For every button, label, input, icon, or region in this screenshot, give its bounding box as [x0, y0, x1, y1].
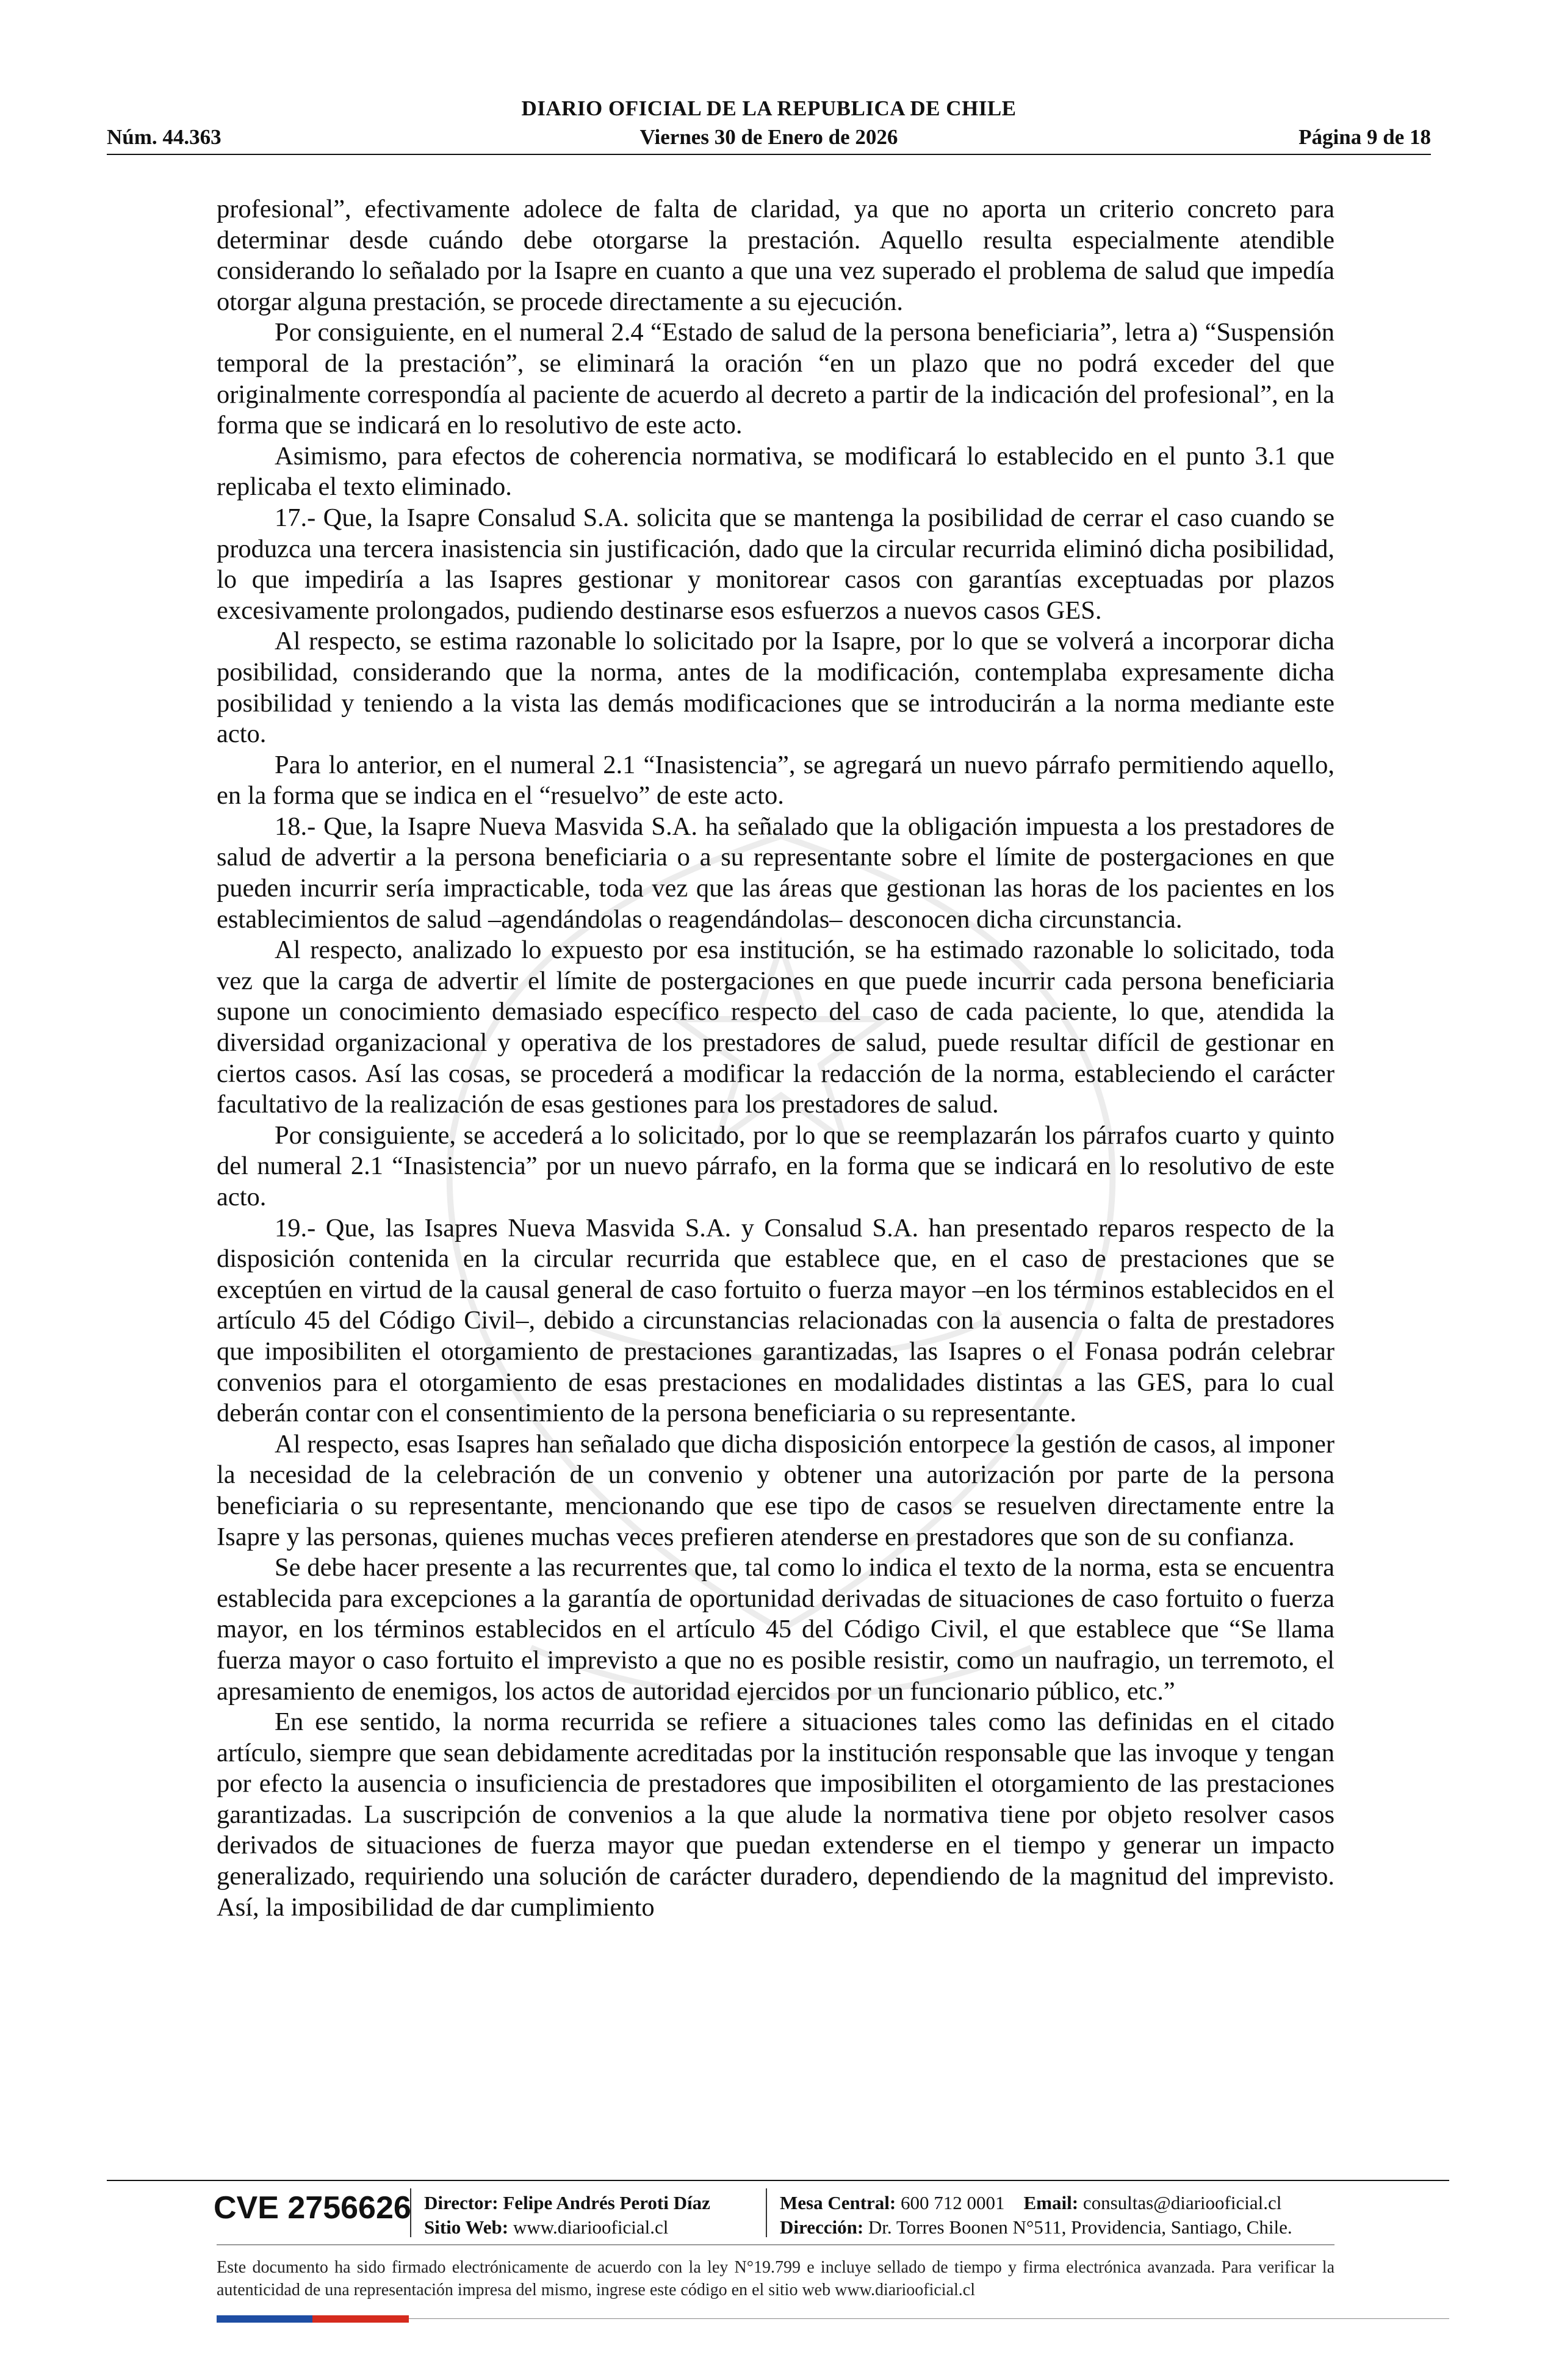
paragraph: Por consiguiente, se accederá a lo solicitado, por lo que se reemplazarán los párrafos cuarto y quinto del numeral 2.1 “Inasistencia” por un nuevo párrafo, en la forma que se indicará en lo resolutivo de este acto.	[217, 1120, 1334, 1211]
director-name: Felipe Andrés Peroti Díaz	[503, 2192, 710, 2213]
footer-director-block	[424, 2191, 710, 2240]
footer-bottom-divider	[409, 2318, 1449, 2319]
paragraph: 18.- Que, la Isapre Nueva Masvida S.A. ha señalado que la obligación impuesta a los prestadores de salud de advertir a la persona beneficiaria o a su representante sobre el límite de postergaciones en que pueden incurrir sería impracticable, toda vez que las áreas que gestionan las horas de los pacientes en los establecimientos de salud –agendándolas o reagendándolas– desconocen dicha circunstancia.	[217, 812, 1334, 934]
mesa-central-label: Mesa Central:	[780, 2192, 896, 2213]
website-label: Sitio Web:	[424, 2216, 509, 2238]
header-divider	[107, 154, 1431, 155]
footer-top-divider	[107, 2180, 1449, 2181]
page-header	[107, 92, 1431, 159]
email-link[interactable]: consultas@diariooficial.cl	[1082, 2192, 1282, 2213]
footer-separator	[410, 2188, 411, 2237]
flag-blue-stripe	[217, 2315, 312, 2323]
footer-separator	[766, 2188, 767, 2237]
mesa-central-phone: 600 712 0001	[901, 2192, 1005, 2213]
paragraph: 17.- Que, la Isapre Consalud S.A. solicita que se mantenga la posibilidad de cerrar el caso cuando se produzca una tercera inasistencia sin justificación, dado que la circular recurrida eliminó dicha posibilidad, lo que impediría a las Isapres gestionar y monitorear casos con garantías exceptuadas por plazos excesivamente prolongados, pudiendo destinarse esos esfuerzos a nuevos casos GES.	[217, 503, 1334, 625]
address-value: Dr. Torres Boonen N°511, Providencia, Santiago, Chile.	[868, 2216, 1292, 2238]
paragraph: Al respecto, analizado lo expuesto por esa institución, se ha estimado razonable lo solicitado, toda vez que la carga de advertir el límite de postergaciones en que puede incurrir cada persona beneficiaria supone un conocimiento demasiado específico respecto del caso de cada paciente, lo que, atendida la diversidad organizacional y operativa de los prestadores de salud, puede resultar difícil de gestionar en ciertos casos. Así las cosas, se procederá a modificar la redacción de la norma, estableciendo el carácter facultativo de la realización de esas gestiones para los prestadores de salud.	[217, 936, 1334, 1119]
newspaper-title: DIARIO OFICIAL DE LA REPUBLICA DE CHILE	[521, 96, 1017, 120]
director-label: Director:	[424, 2192, 499, 2213]
address-label: Dirección:	[780, 2216, 864, 2238]
paragraph: Al respecto, esas Isapres han señalado que dicha disposición entorpece la gestión de casos, al imponer la necesidad de la celebración de un convenio y obtener una autorización por parte de la persona beneficiaria o su representante, mencionando que ese tipo de casos se resuelven directamente entre la Isapre y las personas, quienes muchas veces prefieren atenderse en prestadores que son de su confianza.	[217, 1429, 1334, 1551]
chile-flag-stripe	[217, 2315, 409, 2323]
paragraph: Por consiguiente, en el numeral 2.4 “Estado de salud de la persona beneficiaria”, letra a) “Suspensión temporal de la prestación”, se eliminará la oración “en un plazo que no podrá exceder del que originalmente correspondía al paciente de acuerdo al decreto a partir de la indicación del profesional”, en la forma que se indicará en lo resolutivo de este acto.	[217, 318, 1334, 440]
article-body	[217, 194, 1334, 1923]
paragraph: Al respecto, se estima razonable lo solicitado por la Isapre, por lo que se volverá a incorporar dicha posibilidad, considerando que la norma, antes de la modificación, contemplaba expresamente dicha posibilidad y teniendo a la vista las demás modificaciones que se introducirán a la norma mediante este acto.	[217, 627, 1334, 749]
cve-code: CVE 2756626	[214, 2190, 411, 2226]
email-label: Email:	[1023, 2192, 1079, 2213]
paragraph: Asimismo, para efectos de coherencia normativa, se modificará lo establecido en el punto 3.1 que replicaba el texto eliminado.	[217, 441, 1334, 502]
legal-notice: Este documento ha sido firmado electrónicamente de acuerdo con la ley N°19.799 e incluye sellado de tiempo y firma electrónica avanzada. Para verificar la autenticidad de una representación impresa del mismo, ingrese este código en el sitio web www.diariooficial.cl	[217, 2258, 1334, 2299]
paragraph: Se debe hacer presente a las recurrentes que, tal como lo indica el texto de la norma, esta se encuentra establecida para excepciones a la garantía de oportunidad derivadas de situaciones de caso fortuito o fuerza mayor, en los términos establecidos en el artículo 45 del Código Civil, el que establece que “Se llama fuerza mayor o caso fortuito el imprevisto a que no es posible resistir, como un naufragio, un terremoto, el apresamiento de enemigos, los actos de autoridad ejercidos por un funcionario público, etc.”	[217, 1553, 1334, 1706]
paragraph: profesional”, efectivamente adolece de falta de claridad, ya que no aporta un criterio concreto para determinar desde cuándo debe otorgarse la prestación. Aquello resulta especialmente atendible considerando lo señalado por la Isapre en cuanto a que una vez superado el problema de salud que impedía otorgar alguna prestación, se procede directamente a su ejecución.	[217, 195, 1334, 316]
page-indicator: Página 9 de 18	[1298, 125, 1431, 149]
flag-red-stripe	[312, 2315, 409, 2323]
issue-date: Viernes 30 de Enero de 2026	[639, 125, 898, 149]
footer-contact-block	[780, 2191, 1292, 2240]
paragraph: Para lo anterior, en el numeral 2.1 “Inasistencia”, se agregará un nuevo párrafo permitiendo aquello, en la forma que se indica en el “resuelvo” de este acto.	[217, 750, 1334, 810]
website-link[interactable]: www.diariooficial.cl	[513, 2216, 669, 2238]
paragraph: 19.- Que, las Isapres Nueva Masvida S.A. y Consalud S.A. han presentado reparos respecto de la disposición contenida en la circular recurrida que establece que, en el caso de prestaciones que se exceptúen en virtud de la causal general de caso fortuito o fuerza mayor –en los términos establecidos en el artículo 45 del Código Civil–, debido a circunstancias relacionadas con la ausencia o falta de prestadores que imposibiliten el otorgamiento de prestaciones garantizadas, las Isapres o el Fonasa podrán celebrar convenios para el otorgamiento de esas prestaciones en modalidades distintas a las GES, para lo cual deberán contar con el consentimiento de la persona beneficiaria o su representante.	[217, 1213, 1334, 1428]
paragraph: En ese sentido, la norma recurrida se refiere a situaciones tales como las definidas en el citado artículo, siempre que sean debidamente acreditadas por la institución responsable que las invoque y tengan por efecto la ausencia o insuficiencia de prestadores que imposibiliten el otorgamiento de las prestaciones garantizadas. La suscripción de convenios a la que alude la normativa tiene por objeto resolver casos derivados de situaciones de fuerza mayor que puedan extenderse en el tiempo y generar un impacto generalizado, requiriendo una solución de carácter duradero, dependiendo de la magnitud del imprevisto. Así, la imposibilidad de dar cumplimiento	[217, 1707, 1334, 1922]
issue-number: Núm. 44.363	[107, 125, 222, 149]
